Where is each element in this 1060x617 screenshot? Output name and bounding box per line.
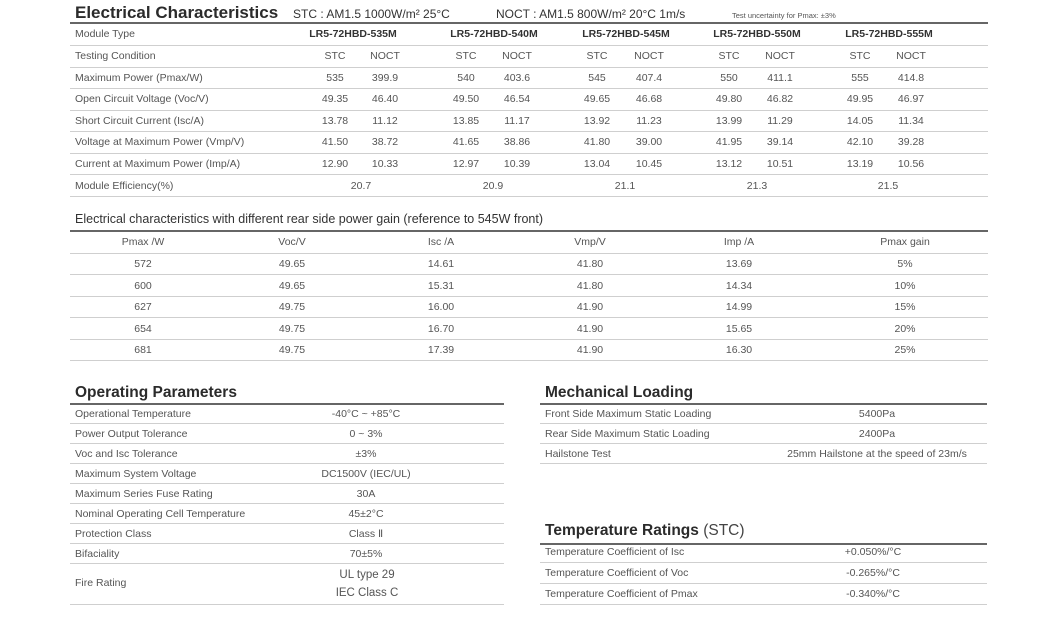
efficiency-value: 20.9 (482, 180, 504, 192)
isc-stc-value: 13.99 (715, 115, 743, 127)
vmp-noct-value: 39.14 (766, 136, 794, 148)
rear-gain-cell: 16.00 (427, 301, 455, 313)
temperature-title (545, 522, 745, 540)
row-rule (70, 67, 988, 68)
mechanical-row-rule (540, 443, 987, 444)
isc-stc-value: 13.92 (583, 115, 611, 127)
row-rule (70, 88, 988, 89)
operating-label: Maximum System Voltage (75, 468, 197, 480)
imp-noct-value: 10.51 (766, 158, 794, 170)
noct-label: NOCT (896, 50, 926, 62)
fire-rating-value-ul: UL type 29 (339, 569, 395, 581)
rear-gain-row-rule (70, 339, 988, 340)
row-rule (70, 196, 988, 197)
temperature-row-rule (540, 604, 987, 605)
operating-title: Operating Parameters (75, 384, 237, 401)
temperature-row-rule (540, 583, 987, 584)
row-label: Short Circuit Current (Isc/A) (75, 115, 204, 127)
vmp-noct-value: 39.28 (897, 136, 925, 148)
vmp-noct-value: 38.86 (503, 136, 531, 148)
rear-gain-cell: 681 (134, 344, 152, 356)
rear-gain-row-rule (70, 317, 988, 318)
rear-gain-cell: 10% (894, 280, 916, 292)
rear-gain-row-rule (70, 360, 988, 361)
mechanical-label: Hailstone Test (545, 448, 611, 460)
rear-gain-cell: 14.34 (725, 280, 753, 292)
pmax-stc-value: 540 (457, 72, 475, 84)
noct-label: NOCT (634, 50, 664, 62)
temperature-label: Temperature Coefficient of Voc (545, 567, 689, 579)
isc-noct-value: 11.12 (372, 115, 398, 127)
operating-value: DC1500V (IEC/UL) (321, 468, 411, 480)
rear-gain-cell: 20% (894, 323, 916, 335)
fire-rating-label: Fire Rating (75, 577, 127, 589)
row-label: Module Efficiency(%) (75, 180, 174, 192)
rear-gain-cell: 49.65 (278, 258, 306, 270)
temperature-value: -0.340%/°C (846, 588, 900, 600)
rear-gain-cell: 627 (134, 301, 152, 313)
rear-gain-cell: 572 (134, 258, 152, 270)
voc-noct-value: 46.82 (766, 93, 794, 105)
isc-noct-value: 11.34 (898, 115, 924, 127)
stc-label: STC (455, 50, 477, 62)
stc-label: STC (324, 50, 346, 62)
row-label: Open Circuit Voltage (Voc/V) (75, 93, 209, 105)
vmp-stc-value: 41.50 (321, 136, 349, 148)
rear-gain-cell: 14.61 (427, 258, 455, 270)
operating-row-rule (70, 543, 504, 544)
stc-condition: STC : AM1.5 1000W/m² 25°C (293, 7, 450, 21)
rear-gain-cell: 15% (894, 301, 916, 313)
rear-gain-cell: 25% (894, 344, 916, 356)
operating-bottom-rule (70, 604, 504, 605)
stc-label: STC (849, 50, 871, 62)
row-label: Maximum Power (Pmax/W) (75, 72, 203, 84)
mechanical-value: 5400Pa (858, 408, 896, 420)
rear-gain-cell: 49.75 (278, 301, 306, 313)
rear-gain-cell: 15.65 (725, 323, 753, 335)
operating-label: Protection Class (75, 528, 152, 540)
rear-gain-cell: 41.90 (576, 344, 604, 356)
rear-gain-cell: 16.30 (725, 344, 753, 356)
imp-noct-value: 10.56 (897, 158, 925, 170)
temperature-label: Temperature Coefficient of Isc (545, 546, 685, 558)
pmax-stc-value: 550 (720, 72, 738, 84)
vmp-stc-value: 42.10 (846, 136, 874, 148)
rear-gain-header: Vmp/V (574, 236, 606, 248)
temperature-value: +0.050%/°C (844, 546, 902, 558)
isc-stc-value: 13.78 (321, 115, 349, 127)
imp-noct-value: 10.33 (371, 158, 399, 170)
row-rule (70, 45, 988, 46)
rear-gain-header: Voc/V (278, 236, 306, 248)
operating-row-rule (70, 563, 504, 564)
model-name: LR5-72HBD-545M (582, 28, 670, 40)
rear-gain-cell: 49.75 (278, 344, 306, 356)
rear-gain-cell: 600 (134, 280, 152, 292)
row-label: Testing Condition (75, 50, 156, 62)
vmp-stc-value: 41.80 (583, 136, 611, 148)
mechanical-value: 25mm Hailstone at the speed of 23m/s (787, 448, 967, 460)
rear-gain-cell: 49.75 (278, 323, 306, 335)
imp-stc-value: 12.97 (452, 158, 480, 170)
voc-noct-value: 46.68 (635, 93, 663, 105)
mechanical-title: Mechanical Loading (545, 384, 694, 401)
efficiency-value: 21.5 (877, 180, 899, 192)
stc-label: STC (586, 50, 608, 62)
isc-noct-value: 11.23 (636, 115, 662, 127)
rear-gain-row-rule (70, 274, 988, 275)
pmax-stc-value: 545 (588, 72, 606, 84)
row-rule (70, 174, 988, 175)
vmp-stc-value: 41.95 (715, 136, 743, 148)
imp-noct-value: 10.45 (635, 158, 663, 170)
vmp-noct-value: 39.00 (635, 136, 663, 148)
operating-top-rule (70, 403, 504, 405)
rear-gain-cell: 654 (134, 323, 152, 335)
rear-gain-cell: 15.31 (427, 280, 455, 292)
voc-stc-value: 49.65 (583, 93, 611, 105)
row-rule (70, 153, 988, 154)
isc-noct-value: 11.29 (767, 115, 793, 127)
mechanical-top-rule (540, 403, 987, 405)
isc-stc-value: 13.85 (452, 115, 480, 127)
noct-label: NOCT (502, 50, 532, 62)
imp-stc-value: 13.04 (583, 158, 611, 170)
rear-gain-header: Pmax gain (880, 236, 930, 248)
model-name: LR5-72HBD-535M (309, 28, 397, 40)
voc-noct-value: 46.54 (503, 93, 531, 105)
imp-noct-value: 10.39 (503, 158, 531, 170)
mechanical-value: 2400Pa (858, 428, 896, 440)
operating-value: 70±5% (349, 548, 383, 560)
row-rule (70, 110, 988, 111)
efficiency-value: 20.7 (350, 180, 372, 192)
electrical-top-rule (70, 22, 988, 24)
operating-row-rule (70, 483, 504, 484)
operating-row-rule (70, 503, 504, 504)
temperature-label: Temperature Coefficient of Pmax (545, 588, 698, 600)
efficiency-value: 21.1 (614, 180, 636, 192)
noct-condition: NOCT : AM1.5 800W/m² 20°C 1m/s (496, 7, 686, 21)
pmax-noct-value: 399.9 (371, 72, 399, 84)
operating-value: 45±2°C (348, 508, 384, 520)
operating-label: Bifaciality (75, 548, 120, 560)
rear-gain-cell: 41.80 (576, 258, 604, 270)
rear-gain-row-rule (70, 296, 988, 297)
voc-stc-value: 49.35 (321, 93, 349, 105)
operating-value: 0 ~ 3% (349, 428, 383, 440)
efficiency-value: 21.3 (746, 180, 768, 192)
operating-value: 30A (356, 488, 376, 500)
rear-gain-cell: 14.99 (725, 301, 753, 313)
operating-label: Maximum Series Fuse Rating (75, 488, 213, 500)
model-name: LR5-72HBD-555M (845, 28, 933, 40)
pmax-noct-value: 414.8 (897, 72, 925, 84)
model-name: LR5-72HBD-550M (713, 28, 801, 40)
voc-noct-value: 46.40 (371, 93, 399, 105)
uncertainty-note: Test uncertainty for Pmax: ±3% (732, 11, 836, 20)
mechanical-row-rule (540, 463, 987, 464)
mechanical-label: Front Side Maximum Static Loading (545, 408, 712, 420)
isc-stc-value: 14.05 (846, 115, 874, 127)
rear-gain-cell: 16.70 (427, 323, 455, 335)
rear-gain-cell: 13.69 (725, 258, 753, 270)
operating-row-rule (70, 523, 504, 524)
temperature-title-main: Temperature Ratings (545, 522, 699, 539)
voc-stc-value: 49.50 (452, 93, 480, 105)
temperature-title-suffix: (STC) (703, 522, 745, 539)
isc-noct-value: 11.17 (504, 115, 530, 127)
noct-label: NOCT (765, 50, 795, 62)
operating-value: ±3% (355, 448, 377, 460)
rear-gain-cell: 5% (897, 258, 913, 270)
rear-gain-header: Imp /A (723, 236, 755, 248)
noct-label: NOCT (370, 50, 400, 62)
operating-label: Voc and Isc Tolerance (75, 448, 178, 460)
electrical-title: Electrical Characteristics (75, 3, 279, 22)
rear-gain-title: Electrical characteristics with different rear side power gain (reference to 545W front) (75, 212, 544, 226)
pmax-noct-value: 403.6 (503, 72, 531, 84)
operating-row-rule (70, 463, 504, 464)
operating-label: Nominal Operating Cell Temperature (75, 508, 246, 520)
row-label: Current at Maximum Power (Imp/A) (75, 158, 241, 170)
operating-value: Class Ⅱ (348, 528, 384, 540)
pmax-noct-value: 411.1 (767, 72, 793, 84)
operating-row-rule (70, 423, 504, 424)
rear-gain-header: Isc /A (427, 236, 455, 248)
fire-rating-value-iec: IEC Class C (335, 587, 399, 599)
mechanical-row-rule (540, 423, 987, 424)
voc-stc-value: 49.95 (846, 93, 874, 105)
pmax-stc-value: 535 (326, 72, 344, 84)
row-rule (70, 131, 988, 132)
operating-value: -40°C ~ +85°C (331, 408, 401, 420)
rear-gain-cell: 41.80 (576, 280, 604, 292)
imp-stc-value: 12.90 (321, 158, 349, 170)
operating-label: Operational Temperature (75, 408, 191, 420)
row-label: Module Type (75, 28, 135, 40)
temperature-top-rule (540, 543, 987, 545)
mechanical-label: Rear Side Maximum Static Loading (545, 428, 710, 440)
vmp-noct-value: 38.72 (371, 136, 399, 148)
stc-label: STC (718, 50, 740, 62)
temperature-row-rule (540, 562, 987, 563)
imp-stc-value: 13.12 (715, 158, 743, 170)
row-label: Voltage at Maximum Power (Vmp/V) (75, 136, 245, 148)
rear-gain-cell: 41.90 (576, 301, 604, 313)
operating-row-rule (70, 443, 504, 444)
rear-gain-cell: 17.39 (427, 344, 455, 356)
voc-noct-value: 46.97 (897, 93, 925, 105)
rear-gain-top-rule (70, 230, 988, 232)
pmax-noct-value: 407.4 (635, 72, 663, 84)
temperature-value: -0.265%/°C (846, 567, 900, 579)
rear-gain-header-rule (70, 253, 988, 254)
imp-stc-value: 13.19 (846, 158, 874, 170)
rear-gain-cell: 49.65 (278, 280, 306, 292)
vmp-stc-value: 41.65 (452, 136, 480, 148)
pmax-stc-value: 555 (851, 72, 869, 84)
operating-label: Power Output Tolerance (75, 428, 188, 440)
voc-stc-value: 49.80 (715, 93, 743, 105)
rear-gain-header: Pmax /W (121, 236, 165, 248)
model-name: LR5-72HBD-540M (450, 28, 538, 40)
rear-gain-cell: 41.90 (576, 323, 604, 335)
